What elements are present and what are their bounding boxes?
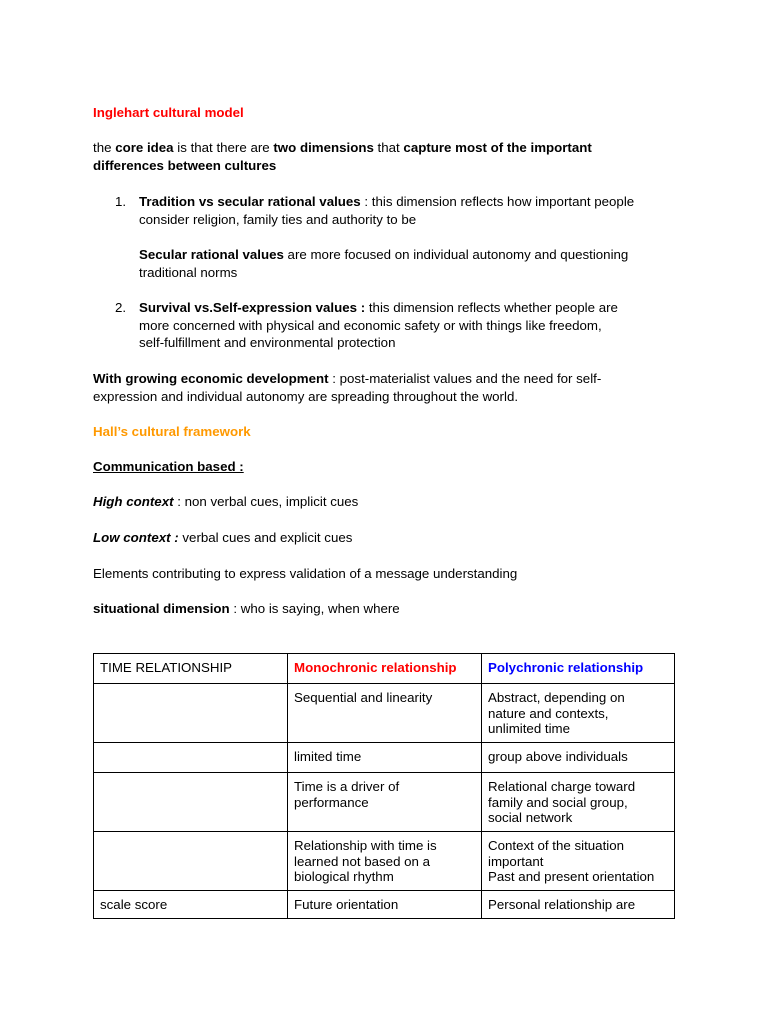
- table-header-row: [94, 654, 675, 684]
- situational-text: : who is saying, when where: [229, 601, 400, 616]
- table-row: [94, 773, 675, 832]
- table-cell: [482, 891, 675, 919]
- table-row: [94, 743, 675, 773]
- list-item-body: [139, 299, 679, 352]
- survival-text-2: more concerned with physical and economic safety or with things like freedom,: [139, 317, 602, 333]
- list-item-tradition: [93, 193, 683, 283]
- cell-line: important: [488, 853, 544, 869]
- tradition-text-2: consider religion, family ties and authority to be: [139, 211, 417, 227]
- table-cell: [482, 832, 675, 891]
- secular-paragraph: [139, 246, 679, 281]
- inglehart-title: Inglehart cultural model: [93, 105, 244, 120]
- table-cell: [94, 743, 288, 773]
- cell-line: Relational charge toward: [488, 779, 636, 794]
- survival-label: Survival vs.Self-expression values :: [139, 300, 366, 315]
- cell-line: performance: [294, 794, 369, 810]
- tradition-text-1: : this dimension reflects how important people: [360, 194, 635, 209]
- communication-heading: Communication based :: [93, 459, 244, 474]
- cell-line: Past and present orientation: [488, 869, 655, 884]
- list-item-survival: [93, 299, 683, 353]
- secular-text-1: are more focused on individual autonomy and questioning: [283, 247, 629, 262]
- cell-line: Context of the situation: [488, 838, 625, 853]
- secular-text-2: traditional norms: [139, 264, 238, 280]
- hall-title: Hall’s cultural framework: [93, 424, 251, 439]
- high-context-text: : non verbal cues, implicit cues: [173, 494, 359, 509]
- growth-label: With growing economic development: [93, 371, 329, 386]
- table-cell: [482, 773, 675, 832]
- table-cell: [94, 832, 288, 891]
- table-cell: [94, 684, 288, 743]
- intro-text-1: the: [93, 140, 116, 155]
- situational-line: [93, 600, 400, 618]
- elements-line: Elements contributing to express validation of a message understanding: [93, 566, 518, 581]
- header-polychronic: Polychronic relationship: [482, 654, 675, 684]
- table-cell: [482, 684, 675, 743]
- tradition-label: Tradition vs secular rational values: [139, 194, 361, 209]
- table-cell: [288, 743, 482, 773]
- table-cell: scale score: [94, 891, 288, 919]
- cell-line: unlimited time: [488, 721, 571, 736]
- low-context-label: Low context :: [93, 530, 179, 545]
- list-number-1: 1.: [115, 194, 127, 209]
- table-cell: [482, 743, 675, 773]
- intro-bold-two-dimensions: two dimensions: [273, 140, 374, 155]
- inglehart-intro: [93, 139, 683, 174]
- low-context-line: [93, 529, 352, 547]
- cell-line: biological rhythm: [294, 869, 394, 884]
- growth-paragraph: [93, 370, 683, 405]
- situational-label: situational dimension: [93, 601, 230, 616]
- table-cell: [94, 773, 288, 832]
- cell-line: Personal relationship are: [488, 897, 636, 912]
- table-row: [94, 832, 675, 891]
- low-context-text: verbal cues and explicit cues: [178, 530, 353, 545]
- growth-text-2: expression and individual autonomy are spreading throughout the world.: [93, 388, 519, 404]
- growth-text-1: : post-materialist values and the need for self-: [328, 371, 602, 386]
- table-row: [94, 891, 675, 919]
- header-monochronic: Monochronic relationship: [288, 654, 482, 684]
- intro-text-2: is that there are: [173, 140, 274, 155]
- cell-line: learned not based on a: [294, 853, 431, 869]
- time-relationship-table: [93, 653, 675, 919]
- table-cell: [288, 832, 482, 891]
- cell-line: nature and contexts,: [488, 705, 609, 721]
- table-cell: [288, 773, 482, 832]
- cell-line: group above individuals: [488, 749, 628, 764]
- cell-line: Future orientation: [294, 897, 399, 912]
- intro-bold-differences: differences between cultures: [93, 157, 277, 173]
- cell-line: Time is a driver of: [294, 779, 400, 794]
- secular-label: Secular rational values: [139, 247, 284, 262]
- cell-line: Relationship with time is: [294, 838, 437, 853]
- intro-text-3: that: [373, 140, 404, 155]
- intro-bold-core-idea: core idea: [115, 140, 174, 155]
- header-time-relationship: TIME RELATIONSHIP: [94, 654, 288, 684]
- cell-line: social network: [488, 810, 573, 825]
- survival-text-1: this dimension reflects whether people are: [365, 300, 618, 315]
- list-item-body: [139, 193, 679, 228]
- high-context-label: High context: [93, 494, 174, 509]
- high-context-line: [93, 493, 358, 511]
- table-cell: [288, 684, 482, 743]
- cell-line: family and social group,: [488, 794, 628, 810]
- survival-text-3: self-fulfillment and environmental protection: [139, 335, 396, 350]
- table-row: [94, 684, 675, 743]
- intro-bold-capture: capture most of the important: [403, 140, 592, 155]
- table-cell: [288, 891, 482, 919]
- cell-line: Abstract, depending on: [488, 690, 625, 705]
- cell-line: Sequential and linearity: [294, 690, 433, 705]
- list-number-2: 2.: [115, 300, 127, 315]
- cell-line: limited time: [294, 749, 362, 764]
